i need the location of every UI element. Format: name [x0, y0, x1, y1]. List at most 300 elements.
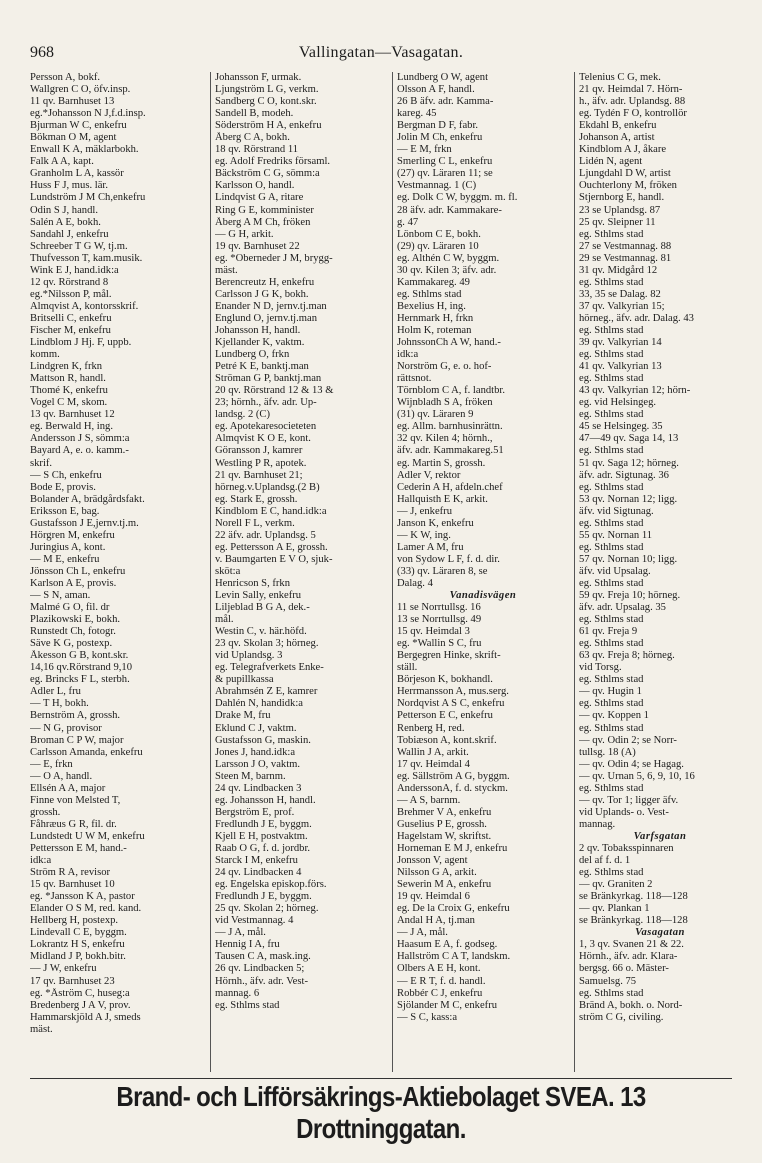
- directory-entry: 21 qv. Heimdal 7. Hörn-: [579, 84, 683, 96]
- directory-entry: Kjellander K, vaktm.: [215, 337, 305, 349]
- directory-entry: eg. Sthlms stad: [579, 517, 644, 529]
- directory-entry: Fåhræus G R, fil. dr.: [30, 818, 117, 830]
- directory-entry: eg. Brincks F L, sterbh.: [30, 674, 130, 686]
- directory-entry: 59 qv. Freja 10; hörneg.: [579, 590, 681, 602]
- directory-entry: del af f. d. 1: [579, 855, 631, 867]
- directory-entry: Ström R A, revisor: [30, 867, 111, 879]
- directory-entry: Norell F L, verkm.: [215, 517, 295, 529]
- directory-entry: Westling P R, apotek.: [215, 457, 307, 469]
- running-title: Vallingatan—Vasagatan.: [298, 44, 464, 61]
- directory-entry: Ljungström L G, verkm.: [215, 84, 319, 96]
- directory-entry: 17 qv. Heimdal 4: [397, 758, 470, 770]
- directory-entry: Bolander A, brädgårdsfakt.: [30, 493, 145, 505]
- directory-entry: Hörgren M, enkefru: [30, 529, 115, 541]
- directory-entry: Enwall K A, mäklarbokh.: [30, 144, 139, 156]
- directory-entry: — qv. Odin 4; se Hagag.: [579, 758, 684, 770]
- directory-entry: Malmé G O, fil. dr: [30, 602, 110, 614]
- directory-entry: 33, 35 se Dalag. 82: [579, 288, 661, 300]
- directory-entry: Guselius P E, grossh.: [397, 818, 487, 830]
- directory-entry: Almqvist K O E, kont.: [215, 433, 311, 445]
- directory-entry: Petterson E C, enkefru: [397, 710, 493, 722]
- directory-entry: Mattson R, handl.: [30, 373, 106, 385]
- directory-entry: Carlsson Amanda, enkefru: [30, 746, 143, 758]
- directory-entry: Jönsson Ch L, enkefru: [30, 565, 126, 577]
- directory-entry: Abrahmsén Z E, kamrer: [215, 686, 318, 698]
- directory-entry: — qv. Graniten 2: [579, 879, 653, 891]
- directory-entry: Johansson H, handl.: [215, 324, 301, 336]
- directory-entry: Salén A E, bokh.: [30, 216, 101, 228]
- directory-entry: 2 qv. Tobaksspinnaren: [579, 843, 674, 854]
- directory-entry: eg. Sthlms stad: [579, 324, 644, 336]
- directory-entry: 11 se Norrtullsg. 16: [397, 602, 481, 614]
- directory-entry: Söderström H A, enkefru: [215, 120, 322, 132]
- directory-entry: eg. Sthlms stad: [579, 445, 644, 457]
- directory-entry: Westin C, v. här.höfd.: [215, 626, 307, 638]
- directory-entry: Carlsson J G K, bokh.: [215, 288, 309, 300]
- directory-entry: hörneg.v.Uplandsg.(2 B): [215, 481, 320, 493]
- directory-entry: eg. *Wallin S C, fru: [397, 638, 482, 650]
- directory-entry: eg. Sthlms stad: [397, 288, 462, 300]
- directory-entry: eg. Tydén F O, kontrollör: [579, 108, 687, 120]
- directory-entry: 1, 3 qv. Svanen 21 & 22.: [579, 939, 684, 951]
- directory-entry: Andal H A, tj.man: [397, 915, 475, 927]
- directory-entry: Åberg A M Ch, fröken: [215, 216, 311, 228]
- directory-entry: — N G, provisor: [30, 722, 102, 734]
- directory-entry: 51 qv. Saga 12; hörneg.: [579, 457, 679, 469]
- directory-entry: JohnssonCh A W, hand.-: [397, 337, 501, 349]
- directory-entry: Bergman D F, fabr.: [397, 120, 479, 132]
- directory-entry: Renberg H, red.: [397, 722, 465, 734]
- directory-entry: eg. Sthlms stad: [579, 409, 644, 421]
- directory-entry: Kindblom A J, åkare: [579, 144, 667, 156]
- directory-entry: v. Baumgarten E V O, sjuk-: [215, 553, 333, 565]
- directory-entry: Steen M, barnm.: [215, 770, 286, 782]
- directory-entry: Åberg C A, bokh.: [215, 132, 290, 144]
- directory-entry: 15 qv. Barnhuset 10: [30, 879, 115, 891]
- directory-entry: Bränd A, bokh. o. Nord-: [579, 999, 683, 1011]
- directory-entry: tullsg. 18 (A): [579, 746, 636, 758]
- directory-entry: Plazikowski E, bokh.: [30, 614, 121, 626]
- directory-entry: Sjölander M C, enkefru: [397, 999, 498, 1011]
- directory-entry: Petré K E, banktj.man: [215, 361, 309, 373]
- directory-entry: eg. vid Helsingeg.: [579, 397, 657, 409]
- directory-entry: Lundström J M Ch,enkefru: [30, 192, 146, 204]
- directory-entry: eg. Sthlms stad: [579, 722, 644, 734]
- directory-entry: — E, frkn: [30, 758, 73, 770]
- directory-entry: Lindqvist G A, ritare: [215, 192, 304, 204]
- directory-entry: Juringius A, kont.: [30, 541, 106, 553]
- directory-entry: Eriksson E, bag.: [30, 505, 100, 517]
- directory-entry: eg. Althén C W, byggm.: [397, 252, 500, 264]
- directory-entry: komm.: [30, 349, 60, 361]
- directory-entry: 22 äfv. adr. Uplandsg. 5: [215, 529, 316, 541]
- directory-entry: Tausen C A, mask.ing.: [215, 951, 311, 963]
- directory-entry: Schreeber T G W, tj.m.: [30, 240, 128, 252]
- directory-entry: Karlsson O, handl.: [215, 180, 295, 192]
- directory-entry: Fischer M, enkefru: [30, 324, 111, 336]
- directory-entry: Sandell B, modeh.: [215, 108, 294, 120]
- directory-entry: Sewerin M A, enkefru: [397, 879, 492, 891]
- directory-entry: Liljeblad B G A, dek.-: [215, 602, 310, 614]
- directory-entry: — J A, mål.: [215, 927, 266, 939]
- directory-entry: Dahlén N, handidk:a: [215, 698, 303, 710]
- directory-entry: 19 qv. Barnhuset 22: [215, 240, 300, 252]
- directory-entry: Sandberg C O, kont.skr.: [215, 96, 317, 108]
- directory-entry: — S Ch, enkefru: [30, 469, 102, 481]
- directory-entry: Olbers A E H, kont.: [397, 963, 481, 975]
- directory-entry: — G H, arkit.: [215, 228, 274, 240]
- directory-entry: 23 qv. Skolan 3; hörneg.: [215, 638, 319, 650]
- directory-entry: eg. Sthlms stad: [579, 698, 644, 710]
- directory-entry: eg. Stark E, grossh.: [215, 493, 298, 505]
- directory-entry: Ekdahl B, enkefru: [579, 120, 657, 132]
- directory-columns: [30, 72, 736, 1072]
- directory-entry: Falk A A, kapt.: [30, 156, 94, 168]
- directory-entry: Ströman G P, banktj.man: [215, 373, 322, 385]
- directory-entry: Wallgren C O, öfv.insp.: [30, 84, 131, 96]
- directory-entry: Bergegren Hinke, skrift-: [397, 650, 501, 662]
- directory-entry: eg. Sthlms stad: [579, 614, 644, 626]
- directory-entry: Nilsson G A, arkit.: [397, 867, 477, 879]
- directory-entry: 26 B äfv. adr. Kamma-: [397, 96, 494, 108]
- directory-entry: eg. Sthlms stad: [215, 999, 280, 1011]
- directory-entry: Hellberg H, postexp.: [30, 915, 119, 927]
- directory-entry: Elander O S M, red. kand.: [30, 903, 142, 915]
- directory-entry: 26 qv. Lindbacken 5;: [215, 963, 305, 975]
- directory-entry: 61 qv. Freja 9: [579, 626, 638, 638]
- directory-entry: Runstedt Ch, fotogr.: [30, 626, 116, 638]
- directory-column-3: [392, 72, 569, 1072]
- directory-entry: 21 qv. Barnhuset 21;: [215, 469, 303, 481]
- directory-entry: 30 qv. Kilen 3; äfv. adr.: [397, 264, 497, 276]
- directory-entry: — S C, kass:a: [397, 1011, 458, 1023]
- directory-entry: Hörnh., äfv. adr. Klara-: [579, 951, 678, 963]
- directory-entry: Börjeson K, bokhandl.: [397, 674, 493, 686]
- directory-entry: h., äfv. adr. Uplandsg. 88: [579, 96, 686, 108]
- directory-entry: eg. Sthlms stad: [579, 987, 644, 999]
- directory-entry: Gustafsson G, maskin.: [215, 734, 311, 746]
- directory-entry: Dalag. 4: [397, 577, 433, 589]
- directory-entry: AnderssonA, f. d. styckm.: [397, 782, 508, 794]
- directory-entry: Bexelius H, ing.: [397, 300, 466, 312]
- directory-entry: — J A, mål.: [397, 927, 448, 939]
- directory-entry: Lundstedt U W M, enkefru: [30, 830, 145, 842]
- directory-entry: Britselli C, enkefru: [30, 312, 112, 324]
- directory-entry: — E M, frkn: [397, 144, 452, 156]
- directory-entry: Lamer A M, fru: [397, 541, 464, 553]
- directory-entry: Bredenberg J A V, prov.: [30, 999, 131, 1011]
- street-heading: Vanadisvägen: [449, 590, 517, 602]
- directory-entry: Brehmer V A, enkefru: [397, 806, 492, 818]
- directory-entry: mäst.: [30, 1023, 53, 1035]
- directory-entry: äfv. vid Sigtunag.: [579, 505, 654, 517]
- directory-entry: Eklund C J, vaktm.: [215, 722, 297, 734]
- directory-entry: skrif.: [30, 457, 53, 469]
- directory-entry: 19 qv. Heimdal 6: [397, 891, 470, 903]
- directory-entry: Hernmark H, frkn: [397, 312, 474, 324]
- directory-entry: 13 qv. Barnhuset 12: [30, 409, 115, 421]
- directory-entry: 57 qv. Nornan 10; ligg.: [579, 553, 678, 565]
- directory-entry: — J W, enkefru: [30, 963, 97, 975]
- directory-entry: 24 qv. Lindbacken 3: [215, 782, 302, 794]
- directory-entry: (33) qv. Läraren 8, se: [397, 565, 488, 577]
- directory-entry: eg. Adolf Fredriks församl.: [215, 156, 331, 168]
- directory-entry: Telenius C G, mek.: [579, 72, 661, 83]
- directory-entry: Finne von Melsted T,: [30, 794, 121, 806]
- directory-entry: ström C G, civiling.: [579, 1011, 664, 1023]
- directory-entry: eg. Berwald H, ing.: [30, 421, 113, 433]
- directory-entry: Andersson J S, sömm:a: [30, 433, 130, 445]
- directory-entry: vid Torsg.: [579, 662, 622, 674]
- directory-entry: — qv. Plankan 1: [579, 903, 650, 915]
- directory-entry: — qv. Tor 1; ligger äfv.: [579, 794, 679, 806]
- directory-entry: rättsnot.: [397, 373, 432, 385]
- directory-entry: se Bränkyrkag. 118—128: [579, 891, 688, 903]
- directory-entry: eg. Sthlms stad: [579, 541, 644, 553]
- directory-entry: eg. Engelska episkop.förs.: [215, 879, 327, 891]
- directory-entry: eg. Sthlms stad: [579, 674, 644, 686]
- directory-entry: 20 qv. Rörstrand 12 & 13 &: [215, 385, 334, 397]
- directory-entry: eg. Martin S, grossh.: [397, 457, 486, 469]
- directory-entry: Kammakareg. 49: [397, 276, 470, 288]
- directory-entry: Kjell E H, postvaktm.: [215, 830, 308, 842]
- directory-entry: Hallquisth E K, arkit.: [397, 493, 488, 505]
- directory-entry: — K W, ing.: [397, 529, 451, 541]
- directory-entry: (29) qv. Läraren 10: [397, 240, 479, 252]
- directory-entry: landsg. 2 (C): [215, 409, 271, 421]
- directory-entry: Fredlundh J E, byggm.: [215, 818, 312, 830]
- directory-entry: mannag.: [579, 818, 616, 830]
- directory-entry: Ouchterlony M, fröken: [579, 180, 677, 192]
- directory-entry: 63 qv. Freja 8; hörneg.: [579, 650, 675, 662]
- directory-entry: 29 se Vestmannag. 81: [579, 252, 672, 264]
- directory-entry: Adler V, rektor: [397, 469, 461, 481]
- directory-entry: eg. Sthlms stad: [579, 349, 644, 361]
- directory-entry: — S N, aman.: [30, 590, 91, 602]
- directory-entry: Wink E J, hand.idk:a: [30, 264, 119, 276]
- directory-entry: Åkesson G B, kont.skr.: [30, 650, 129, 662]
- street-heading: Varfsgatan: [633, 830, 687, 842]
- directory-entry: Bjurman W C, enkefru: [30, 120, 127, 132]
- directory-entry: eg.*Nilsson P, mål.: [30, 288, 112, 300]
- directory-entry: Lindgren K, frkn: [30, 361, 103, 373]
- directory-entry: — T H, bokh.: [30, 698, 89, 710]
- directory-entry: se Bränkyrkag. 118—128: [579, 915, 688, 927]
- directory-entry: Vestmannag. 1 (C): [397, 180, 477, 192]
- directory-entry: Englund O, jernv.tj.man: [215, 312, 317, 324]
- directory-entry: eg. Telegrafverkets Enke-: [215, 662, 324, 674]
- directory-entry: Haasum E A, f. godseg.: [397, 939, 498, 951]
- directory-entry: & pupillkassa: [215, 674, 274, 686]
- directory-entry: eg. Sthlms stad: [579, 782, 644, 794]
- directory-entry: Herrmansson A, mus.serg.: [397, 686, 509, 698]
- footer-rule: [30, 1078, 732, 1079]
- directory-entry: — J, enkefru: [397, 505, 453, 517]
- directory-entry: Stjernborg E, handl.: [579, 192, 665, 204]
- directory-entry: Lundberg O, frkn: [215, 349, 290, 361]
- directory-entry: Bode E, provis.: [30, 481, 96, 493]
- directory-entry: Lundberg O W, agent: [397, 72, 489, 83]
- directory-entry: Hammarskjöld A J, smeds: [30, 1011, 141, 1023]
- directory-entry: 25 qv. Sleipner 11: [579, 216, 656, 228]
- directory-entry: Nordqvist A S C, enkefru: [397, 698, 505, 710]
- directory-entry: Odin S J, handl.: [30, 204, 98, 216]
- directory-entry: Hörnh., äfv. adr. Vest-: [215, 975, 308, 987]
- directory-entry: Johansson F, urmak.: [215, 72, 302, 83]
- directory-entry: mäst.: [215, 264, 238, 276]
- directory-entry: sköt:a: [215, 565, 241, 577]
- directory-entry: Levin Sally, enkefru: [215, 590, 302, 602]
- directory-entry: eg. Sthlms stad: [579, 638, 644, 650]
- directory-entry: Wijnbladh S A, fröken: [397, 397, 493, 409]
- directory-entry: Lidén N, agent: [579, 156, 643, 168]
- directory-entry: Olsson A F, handl.: [397, 84, 475, 96]
- directory-entry: 39 qv. Valkyrian 14: [579, 337, 662, 349]
- directory-entry: vid Uplandsg. 3: [215, 650, 283, 662]
- directory-entry: 25 qv. Skolan 2; hörneg.: [215, 903, 319, 915]
- directory-entry: Broman C P W, major: [30, 734, 124, 746]
- directory-entry: Almqvist A, kontorsskrif.: [30, 300, 139, 312]
- directory-column-1: [30, 72, 202, 1072]
- directory-entry: — qv. Odin 2; se Norr-: [579, 734, 677, 746]
- directory-entry: 41 qv. Valkyrian 13: [579, 361, 662, 373]
- directory-entry: eg. Apotekaresocieteten: [215, 421, 317, 433]
- directory-entry: idk:a: [30, 855, 52, 867]
- directory-entry: Samuelsg. 75: [579, 975, 637, 987]
- directory-entry: Sandahl J, enkefru: [30, 228, 109, 240]
- directory-entry: 13 se Norrtullsg. 49: [397, 614, 482, 626]
- directory-entry: 18 qv. Rörstrand 11: [215, 144, 299, 156]
- directory-entry: Smerling C L, enkefru: [397, 156, 493, 168]
- directory-column-4: [574, 72, 741, 1072]
- page-header: [30, 44, 732, 66]
- directory-entry: — O A, handl.: [30, 770, 93, 782]
- directory-entry: Tobiæson A, kont.skrif.: [397, 734, 497, 746]
- directory-entry: bergsg. 66 o. Mäster-: [579, 963, 669, 975]
- directory-entry: Janson K, enkefru: [397, 517, 474, 529]
- directory-entry: Larsson J O, vaktm.: [215, 758, 301, 770]
- directory-entry: Fredlundh J E, byggm.: [215, 891, 312, 903]
- directory-entry: Jones J, hand.idk:a: [215, 746, 296, 758]
- directory-entry: (27) qv. Läraren 11; se: [397, 168, 493, 180]
- directory-entry: eg. Sällström A G, byggm.: [397, 770, 510, 782]
- directory-entry: Gustafsson J E,jernv.tj.m.: [30, 517, 139, 529]
- directory-entry: äfv. adr. Sigtunag. 36: [579, 469, 669, 481]
- page-number: 968: [30, 44, 54, 61]
- directory-entry: eg. *Jansson K A, pastor: [30, 891, 135, 903]
- directory-entry: Vogel C M, skom.: [30, 397, 108, 409]
- directory-entry: Adler L, fru: [30, 686, 81, 698]
- directory-entry: — M E, enkefru: [30, 553, 100, 565]
- directory-entry: Granholm L A, kassör: [30, 168, 124, 180]
- footer-advertisement: Brand- och Lifförsäkrings-Aktiebolaget SVEA. 13 Drottninggatan.: [116, 1081, 646, 1146]
- directory-entry: 24 qv. Lindbacken 4: [215, 867, 302, 879]
- directory-entry: Törnblom C A, f. landtbr.: [397, 385, 505, 397]
- directory-entry: Hennig I A, fru: [215, 939, 280, 951]
- directory-entry: eg. Sthlms stad: [579, 373, 644, 385]
- directory-entry: Midland J P, bokh.bitr.: [30, 951, 126, 963]
- directory-entry: eg. *Åström C, huseg:a: [30, 987, 130, 999]
- directory-entry: Karlson A E, provis.: [30, 577, 117, 589]
- directory-entry: Bayard A, e. o. kamm.-: [30, 445, 129, 457]
- directory-entry: — A S, barnm.: [397, 794, 461, 806]
- directory-entry: 45 se Helsingeg. 35: [579, 421, 663, 433]
- directory-entry: 43 qv. Valkyrian 12; hörn-: [579, 385, 691, 397]
- directory-entry: Kindblom E C, hand.idk:a: [215, 505, 327, 517]
- directory-entry: Berencreutz H, enkefru: [215, 276, 315, 288]
- directory-entry: kareg. 45: [397, 108, 437, 120]
- directory-entry: 27 se Vestmannag. 88: [579, 240, 672, 252]
- directory-entry: idk:a: [397, 349, 419, 361]
- street-heading: Vasagatan: [635, 927, 685, 939]
- directory-entry: Pettersson E M, hand.-: [30, 843, 127, 854]
- directory-entry: vid Uplands- o. Vest-: [579, 806, 669, 818]
- directory-entry: 37 qv. Valkyrian 15;: [579, 300, 665, 312]
- directory-entry: 15 qv. Heimdal 3: [397, 626, 470, 638]
- directory-entry: Ellsén A A, major: [30, 782, 106, 794]
- directory-entry: Thomé K, enkefru: [30, 385, 108, 397]
- directory-entry: (31) qv. Läraren 9: [397, 409, 474, 421]
- directory-entry: — qv. Hugin 1: [579, 686, 642, 698]
- directory-entry: Cederin A H, afdeln.chef: [397, 481, 503, 493]
- directory-entry: Lönbom C E, bokh.: [397, 228, 481, 240]
- directory-entry: eg. Sthlms stad: [579, 228, 644, 240]
- directory-entry: ställ.: [397, 662, 418, 674]
- directory-entry: Horneman E M J, enkefru: [397, 843, 508, 854]
- directory-entry: Bergström E, prof.: [215, 806, 295, 818]
- directory-entry: mannag. 6: [215, 987, 260, 999]
- directory-entry: eg. Sthlms stad: [579, 577, 644, 589]
- directory-entry: eg. *Oberneder J M, brygg-: [215, 252, 333, 264]
- directory-entry: äfv. adr. Upsalag. 35: [579, 602, 666, 614]
- directory-entry: Jolin M Ch, enkefru: [397, 132, 483, 144]
- directory-entry: eg. Sthlms stad: [579, 481, 644, 493]
- directory-entry: eg.*Johansson N J,f.d.insp.: [30, 108, 146, 120]
- directory-entry: Säve K G, postexp.: [30, 638, 113, 650]
- directory-entry: Persson A, bokf.: [30, 72, 101, 83]
- directory-entry: 55 qv. Nornan 11: [579, 529, 653, 541]
- directory-entry: grossh.: [30, 806, 61, 818]
- directory-entry: eg. De la Croix G, enkefru: [397, 903, 510, 915]
- directory-entry: eg. Dolk C W, byggm. m. fl.: [397, 192, 518, 204]
- directory-entry: Henricson S, frkn: [215, 577, 291, 589]
- directory-entry: Holm K, roteman: [397, 324, 472, 336]
- directory-entry: — qv. Koppen 1: [579, 710, 649, 722]
- directory-entry: von Sydow L F, f. d. dir.: [397, 553, 500, 565]
- directory-entry: vid Vestmannag. 4: [215, 915, 294, 927]
- directory-entry: Robbér C J, enkefru: [397, 987, 483, 999]
- directory-entry: 14,16 qv.Rörstrand 9,10: [30, 662, 133, 674]
- directory-entry: eg. Sthlms stad: [579, 867, 644, 879]
- directory-entry: Huss F J, mus. lär.: [30, 180, 108, 192]
- directory-entry: Lindevall C E, byggm.: [30, 927, 127, 939]
- directory-entry: 47—49 qv. Saga 14, 13: [579, 433, 679, 445]
- directory-entry: Göransson J, kamrer: [215, 445, 303, 457]
- directory-column-2: [210, 72, 387, 1072]
- directory-entry: eg. Pettersson A E, grossh.: [215, 541, 328, 553]
- directory-entry: 23; hörnh., äfv. adr. Up-: [215, 397, 317, 409]
- directory-entry: Johanson A, artist: [579, 132, 655, 144]
- directory-entry: 31 qv. Midgård 12: [579, 264, 658, 276]
- directory-entry: Wallin J A, arkit.: [397, 746, 469, 758]
- directory-entry: Enander N D, jernv.tj.man: [215, 300, 327, 312]
- directory-entry: Lindblom J Hj. F, uppb.: [30, 337, 132, 349]
- directory-entry: eg. Sthlms stad: [579, 276, 644, 288]
- directory-entry: Bernström A, grossh.: [30, 710, 121, 722]
- directory-entry: äfv. adr. Kammakareg.51: [397, 445, 504, 457]
- directory-entry: Lokrantz H S, enkefru: [30, 939, 125, 951]
- directory-entry: Hallström C A T, landskm.: [397, 951, 511, 963]
